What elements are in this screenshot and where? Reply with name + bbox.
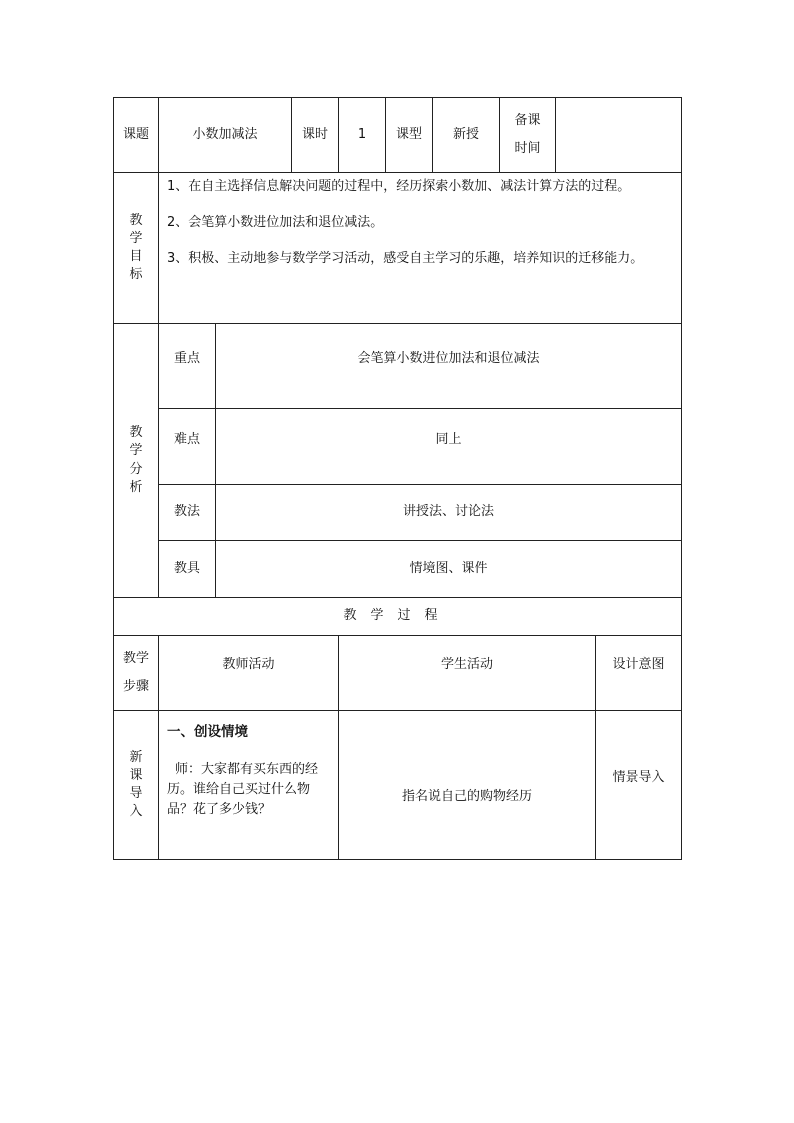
design-intent-cell: 情景导入 (596, 711, 682, 860)
goals-label-char: 标 (129, 267, 143, 283)
goals-row (114, 173, 682, 324)
prep-time-value (556, 98, 682, 173)
goals-label (114, 173, 159, 324)
steps-header-line1: 教学 (122, 651, 149, 666)
goal-item: 2、会笔算小数进位加法和退位减法。 (167, 215, 384, 230)
lead-in-label-char: 导 (129, 786, 143, 801)
period-label: 课时 (292, 98, 339, 173)
difficulty-label: 难点 (159, 409, 216, 485)
analysis-row-difficulty (114, 409, 682, 485)
student-activity-header: 学生活动 (339, 636, 596, 711)
type-label: 课型 (386, 98, 433, 173)
lead-in-label (114, 711, 159, 860)
lead-in-label-char: 入 (129, 804, 143, 820)
analysis-row-key (114, 324, 682, 409)
lead-in-row (114, 711, 682, 860)
topic-value: 小数加减法 (159, 98, 292, 173)
period-value: 1 (339, 98, 386, 173)
analysis-label-char: 分 (129, 461, 143, 477)
key-point-label: 重点 (159, 324, 216, 409)
prep-time-line1: 备课 (514, 113, 541, 128)
difficulty-value: 同上 (216, 409, 682, 485)
method-value: 讲授法、讨论法 (216, 485, 682, 541)
goals-label-char: 教 (129, 212, 143, 228)
key-point-value: 会笔算小数进位加法和退位减法 (216, 324, 682, 409)
analysis-label-char: 教 (129, 425, 143, 441)
method-label: 教法 (159, 485, 216, 541)
lead-in-label-char: 课 (129, 767, 143, 783)
teacher-activity-cell (159, 711, 339, 860)
prep-time-line2: 时间 (514, 141, 541, 156)
process-title-row (114, 598, 682, 636)
prep-time-label (500, 98, 556, 173)
header-row (114, 98, 682, 173)
steps-header-line2: 步骤 (122, 679, 149, 694)
process-title: 教学过程 (114, 598, 682, 636)
goal-item: 3、积极、主动地参与数学学习活动，感受自主学习的乐趣，培养知识的迁移能力。 (167, 251, 644, 266)
analysis-label-char: 学 (129, 443, 143, 459)
type-value: 新授 (433, 98, 500, 173)
tools-value: 情境图、课件 (216, 541, 682, 598)
student-activity-cell: 指名说自己的购物经历 (339, 711, 596, 860)
lead-in-label-char: 新 (129, 749, 143, 765)
teacher-activity-text: 师：大家都有买东西的经历。谁给自己买过什么物品？花了多少钱？ (167, 761, 319, 817)
analysis-row-tools (114, 541, 682, 598)
goals-label-char: 学 (129, 230, 143, 246)
tools-label: 教具 (159, 541, 216, 598)
goal-item: 1、在自主选择信息解决问题的过程中，经历探索小数加、减法计算方法的过程。 (167, 179, 631, 194)
analysis-label (114, 324, 159, 598)
steps-header (114, 636, 159, 711)
goals-content (159, 173, 682, 324)
lesson-plan-table (113, 97, 682, 860)
analysis-label-char: 析 (129, 479, 143, 495)
process-header-row (114, 636, 682, 711)
topic-label: 课题 (114, 98, 159, 173)
goals-label-char: 目 (129, 249, 143, 264)
analysis-row-method (114, 485, 682, 541)
design-intent-header: 设计意图 (596, 636, 682, 711)
teacher-activity-header: 教师活动 (159, 636, 339, 711)
lead-in-heading: 一、创设情境 (167, 724, 248, 740)
